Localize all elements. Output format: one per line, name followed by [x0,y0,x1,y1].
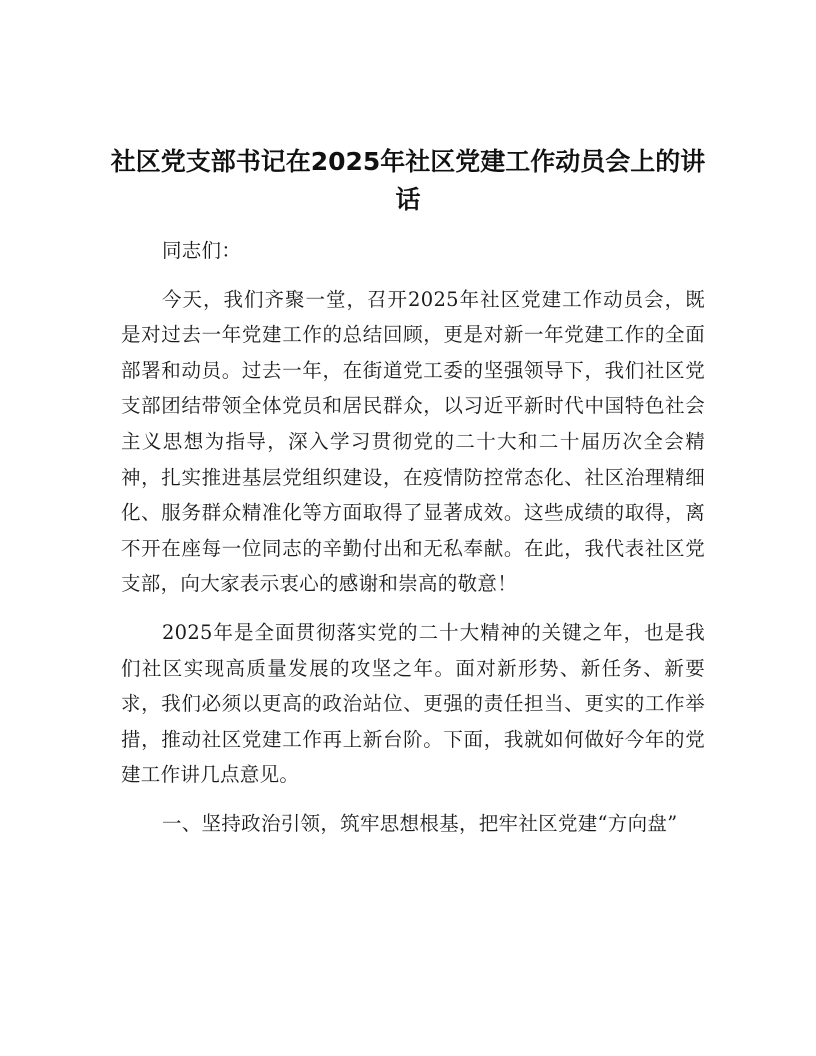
opening-paragraph: 今天，我们齐聚一堂，召开2025年社区党建工作动员会，既是对过去一年党建工作的总结回顾，更是对新一年党建工作的全面部署和动员。过去一年，在街道党工委的坚强领导下，我们社区党支部团结带领全体党员和居民群众，以习近平新时代中国特色社会主义思想为指导，深入学习贯彻党的二十大和二十届历次全会精神，扎实推进基层党组织建设，在疫情防控常态化、社区治理精细化、服务群众精准化等方面取得了显著成效。这些成绩的取得，离不开在座每一位同志的辛勤付出和无私奉献。在此，我代表社区党支部，向大家表示衷心的感谢和崇高的敬意！ [121,287,705,596]
context-paragraph: 2025年是全面贯彻落实党的二十大精神的关键之年，也是我们社区实现高质量发展的攻坚之年。面对新形势、新任务、新要求，我们必须以更高的政治站位、更强的责任担当、更实的工作举措，推动社区党建工作再上新台阶。下面，我就如何做好今年的党建工作讲几点意见。 [121,620,705,787]
document-body [121,233,705,855]
section-heading-one: 一、坚持政治引领，筑牢思想根基，把牢社区党建“方向盘” [161,811,678,835]
salutation-paragraph: 同志们： [161,239,242,262]
document-title: 社区党支部书记在2025年社区党建工作动员会上的讲话 [110,147,706,214]
